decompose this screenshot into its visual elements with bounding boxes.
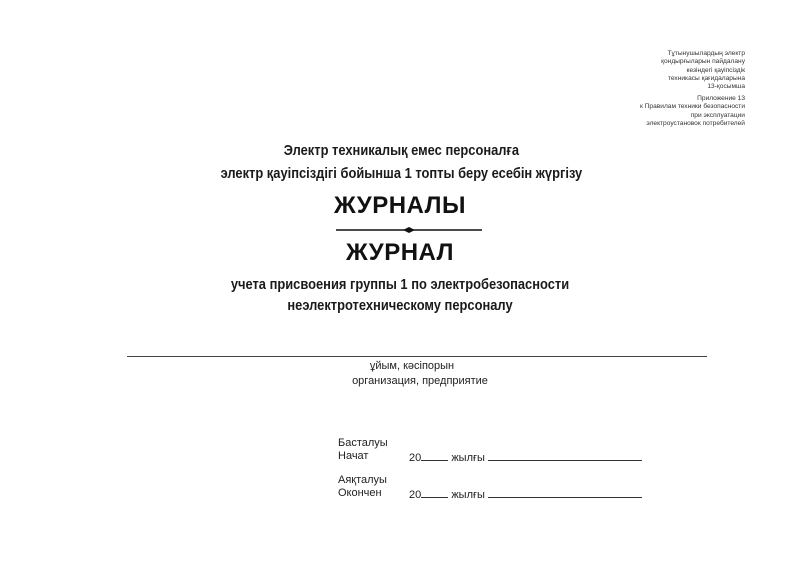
start-year-blank[interactable]	[421, 450, 448, 461]
appendix-ru-line: Приложение 13	[697, 95, 745, 102]
subtitle-kz-line: Электр техникалық емес персоналға	[283, 142, 520, 159]
appendix-kz-line: 13-қосымша	[707, 83, 745, 91]
end-year-prefix: 20	[409, 489, 422, 501]
start-year-word: жылғы	[451, 452, 485, 464]
start-label-kazakh: Басталуы	[338, 437, 388, 449]
start-year-prefix: 20	[409, 452, 422, 464]
end-date-fill	[409, 487, 642, 501]
title-divider-ornament	[336, 227, 482, 233]
organization-caption-kazakh: ұйым, кәсіпорын	[369, 360, 455, 372]
title-kazakh: ЖУРНАЛЫ	[333, 192, 467, 219]
title-russian: ЖУРНАЛ	[345, 239, 455, 266]
start-date-fill	[409, 450, 642, 464]
subtitle-kazakh	[57, 139, 745, 185]
appendix-note-kazakh	[585, 50, 745, 91]
end-date-blank[interactable]	[488, 487, 642, 498]
appendix-kz-line: қондырғыларын пайдалану	[661, 58, 745, 66]
end-year-blank[interactable]	[421, 487, 448, 498]
subtitle-kz-line: электр қауіпсіздігі бойынша 1 топты беру есебін жүргізу	[220, 165, 583, 182]
appendix-kz-line: техникасы қағидаларына	[667, 74, 745, 82]
appendix-kz-line: Тұтынушылардың электр	[667, 50, 745, 57]
end-label-kazakh: Аяқталуы	[338, 474, 387, 486]
organization-caption-russian: организация, предприятие	[352, 375, 488, 387]
organization-fill-line[interactable]	[127, 356, 707, 357]
subtitle-ru-line: учета присвоения группы 1 по электробезопасности	[230, 276, 570, 293]
appendix-ru-line: к Правилам техники безопасности	[639, 103, 745, 111]
appendix-ru-line: электроустановок потребителей	[646, 119, 745, 127]
end-year-word: жылғы	[451, 489, 485, 501]
start-label-russian: Начат	[338, 450, 369, 462]
subtitle-russian	[56, 274, 744, 316]
start-date-blank[interactable]	[488, 450, 642, 461]
end-label-russian: Окончен	[338, 487, 382, 499]
appendix-ru-line: при эксплуатации	[690, 111, 745, 119]
appendix-kz-line: кезіндегі қауіпсіздік	[686, 66, 745, 74]
subtitle-ru-line: неэлектротехническому персоналу	[287, 297, 513, 314]
appendix-note-russian	[575, 95, 745, 128]
